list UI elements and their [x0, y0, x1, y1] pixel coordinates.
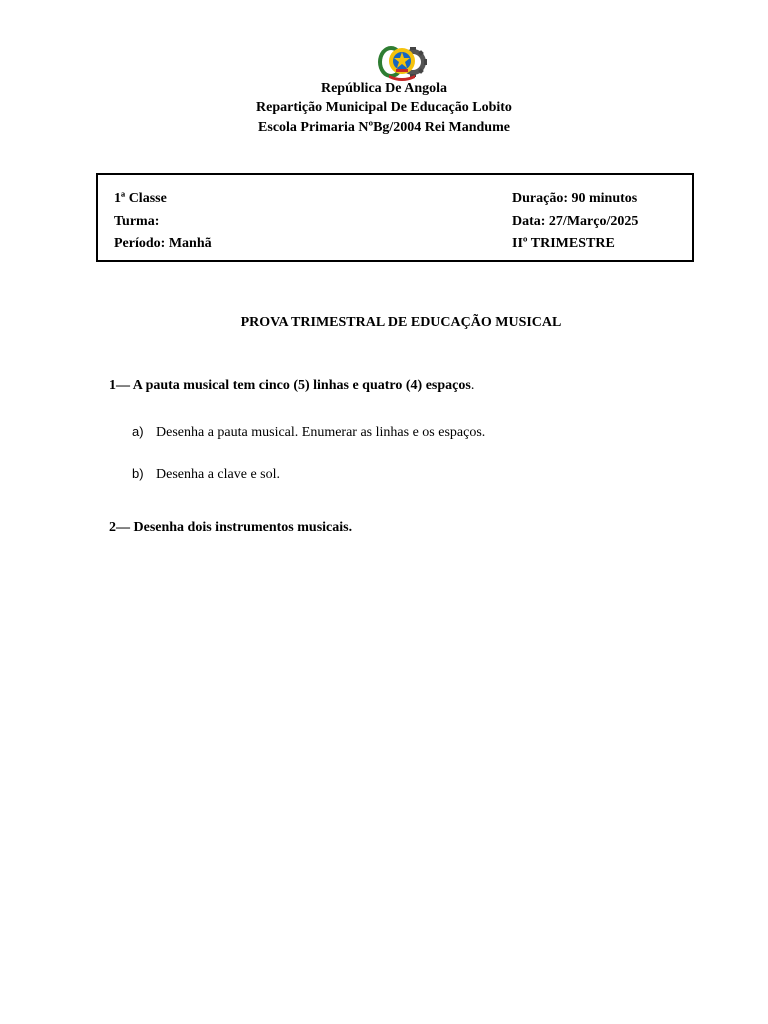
- question-2: 2— Desenha dois instrumentos musicais.: [109, 520, 353, 535]
- book-icon: [396, 69, 408, 72]
- department-name: Repartição Municipal De Educação Lobito: [256, 100, 512, 115]
- question-1-period: .: [470, 378, 475, 393]
- exam-info-box: [96, 173, 694, 262]
- item-marker: a): [132, 424, 144, 439]
- exam-title: PROVA TRIMESTRAL DE EDUCAÇÃO MUSICAL: [240, 315, 562, 330]
- item-marker: b): [132, 466, 144, 481]
- class-label: 1ª Classe: [114, 191, 167, 206]
- question-1: [109, 377, 474, 395]
- question-1-item-b: [132, 465, 280, 484]
- question-1-text: 1— A pauta musical tem cinco (5) linhas e quatro (4) espaços: [109, 378, 471, 393]
- angola-coat-of-arms-emblem: [377, 42, 427, 82]
- period-label: Período: Manhã: [114, 236, 212, 251]
- trimester-label: IIº TRIMESTRE: [512, 236, 615, 251]
- item-text: Desenha a clave e sol.: [156, 467, 280, 482]
- school-name: Escola Primaria NºBg/2004 Rei Mandume: [258, 120, 510, 135]
- item-text: Desenha a pauta musical. Enumerar as linhas e os espaços.: [156, 425, 486, 440]
- country-name: República De Angola: [320, 81, 447, 96]
- group-label: Turma:: [114, 214, 160, 229]
- date-label: Data: 27/Março/2025: [512, 214, 639, 229]
- question-1-item-a: [132, 423, 485, 442]
- duration-label: Duração: 90 minutos: [512, 191, 638, 206]
